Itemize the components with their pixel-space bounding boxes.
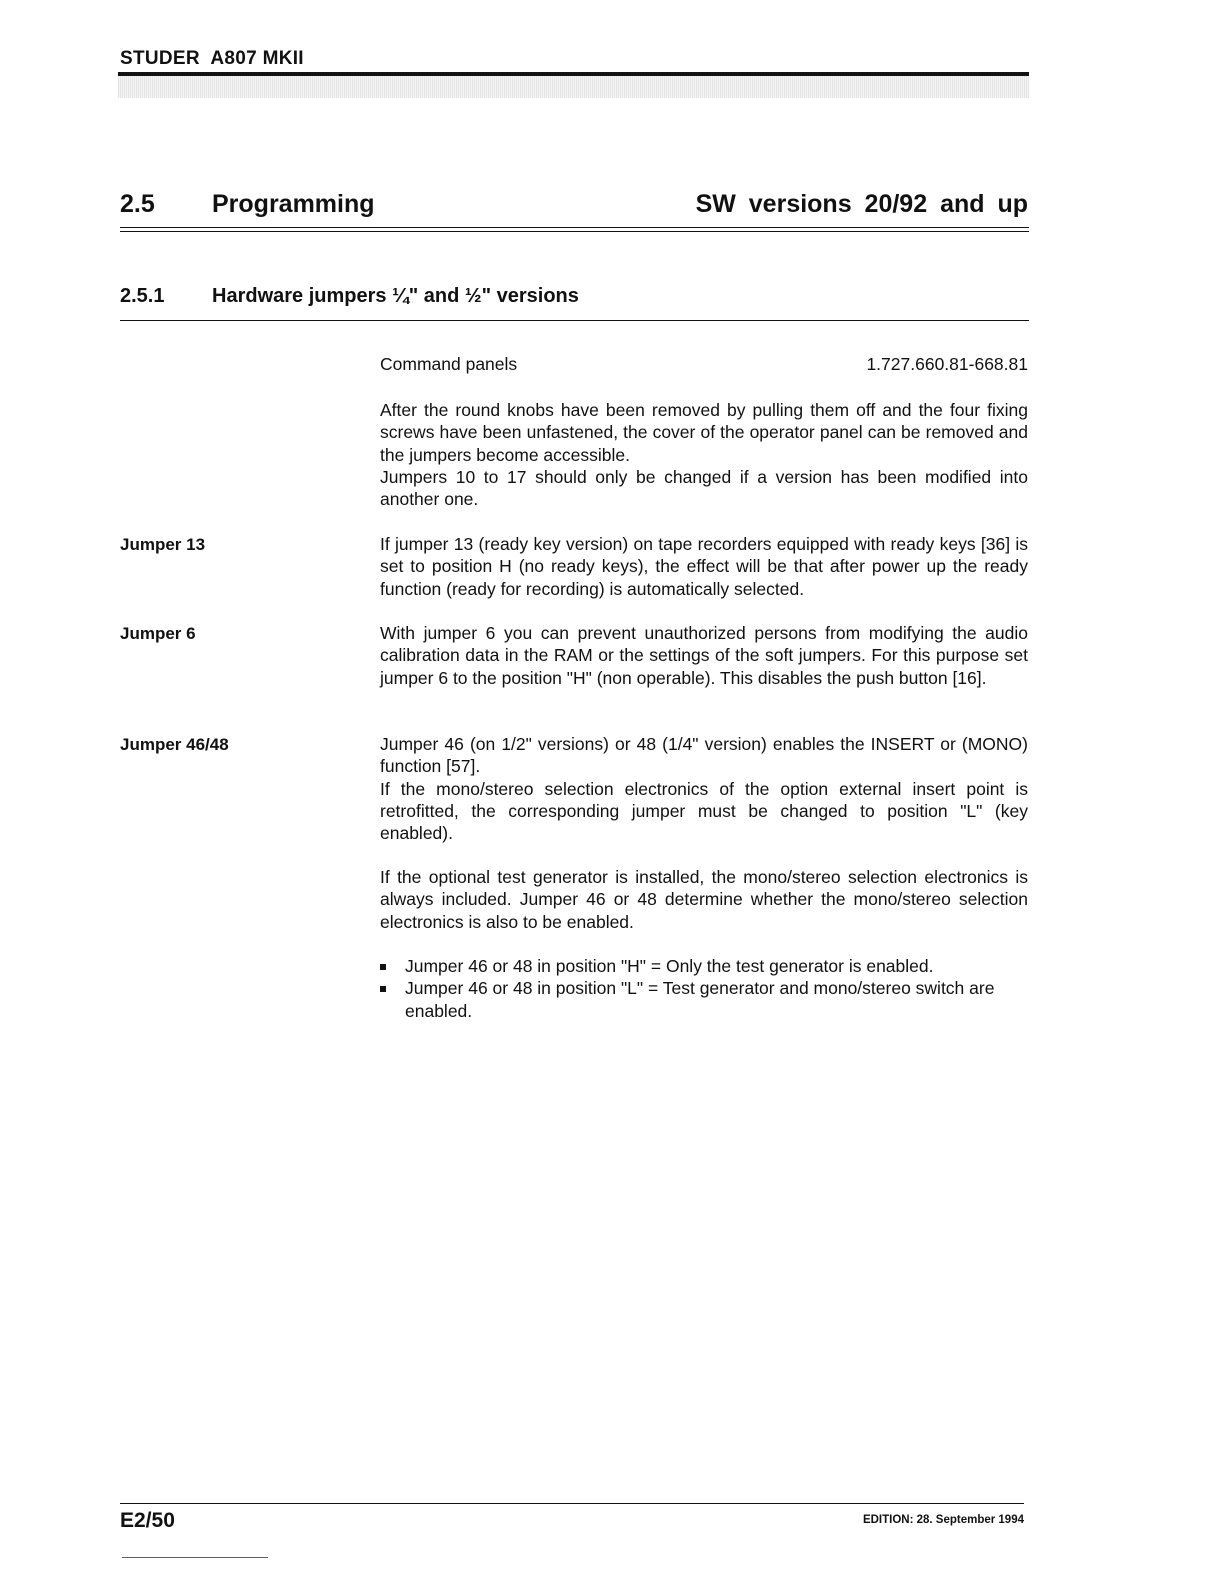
subsection-number: 2.5.1	[120, 285, 165, 307]
jumper-46-48-paragraph	[380, 733, 1028, 844]
command-panels-label: Command panels	[380, 354, 518, 374]
intro-text-2: Jumpers 10 to 17 should only be changed if a version has been modified into another one.	[380, 466, 1028, 510]
bullet-icon	[380, 964, 386, 970]
jumper-13-text: If jumper 13 (ready key version) on tape recorders equipped with ready keys [36] is set to position H (no ready keys), the effect will be that after power up the ready function (ready for recording) is automatically selected.	[380, 534, 1028, 599]
jumper-6-text: With jumper 6 you can prevent unauthorized persons from modifying the audio calibration data in the RAM or the settings of the soft jumpers. For this purpose set jumper 6 to the position "H" (non operable). This disables the push button [16].	[380, 623, 1028, 688]
section-number: 2.5	[120, 190, 155, 218]
jumper-46-48-label: Jumper 46/48	[120, 735, 229, 754]
jumper-6-label: Jumper 6	[120, 624, 196, 643]
header-bar	[118, 72, 1029, 98]
section-title: Programming	[212, 190, 375, 218]
page-number: E2/50	[120, 1509, 175, 1532]
list-item	[380, 955, 1028, 977]
bullet-icon	[380, 986, 386, 992]
list-item-text: Jumper 46 or 48 in position "L" = Test generator and mono/stereo switch are enabled.	[405, 978, 995, 1021]
edition-date: EDITION: 28. September 1994	[862, 1514, 1024, 1526]
link-underline	[122, 1557, 268, 1558]
footer-rule	[120, 1503, 1024, 1504]
list-item-text: Jumper 46 or 48 in position "H" = Only the test generator is enabled.	[405, 956, 934, 976]
list-item	[380, 977, 1028, 1022]
section-version-title: SW versions 20/92 and up	[695, 190, 1028, 218]
test-generator-text: If the optional test generator is installed, the mono/stereo selection electronics is always included. Jumper 46 or 48 determine whether the mono/stereo selection electronics is also to be enabled.	[380, 867, 1028, 932]
document-header-title: STUDER A807 MKII	[120, 48, 304, 69]
jumper-position-list	[380, 955, 1028, 1022]
subsection-rule	[120, 320, 1029, 321]
command-panels-part-number: 1.727.660.81-668.81	[866, 354, 1028, 374]
intro-text-1: After the round knobs have been removed by pulling them off and the four fixing screws have been unfastened, the cover of the operator panel can be removed and the jumpers become accessible.	[380, 400, 1028, 465]
subsection-title: Hardware jumpers ¼" and ½" versions	[212, 285, 579, 307]
intro-paragraph	[380, 399, 1028, 510]
jumper-46-48-text-1: Jumper 46 (on 1/2" versions) or 48 (1/4" version) enables the INSERT or (MONO) function [57].	[380, 734, 1028, 777]
jumper-13-label: Jumper 13	[120, 535, 206, 554]
section-double-rule	[120, 227, 1029, 232]
jumper-46-48-text-2: If the mono/stereo selection electronics of the option external insert point is retrofitted, the corresponding jumper must be changed to position "L" (key enabled).	[380, 778, 1028, 844]
